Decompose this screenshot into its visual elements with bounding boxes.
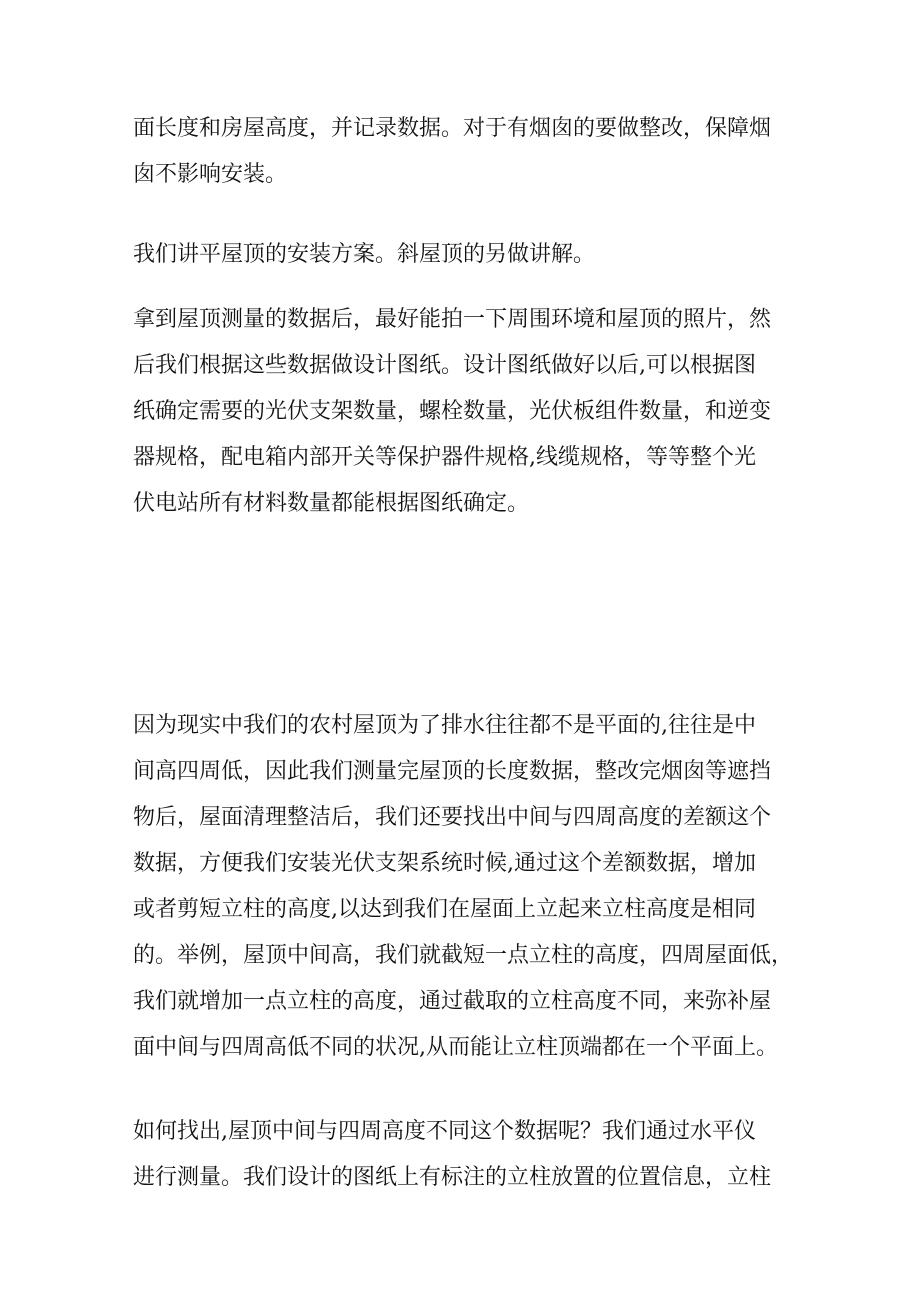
- paragraph-1: [133, 106, 813, 198]
- text-line: 数据，方便我们安装光伏支架系统时候,通过这个差额数据，增加: [133, 851, 756, 876]
- text-line: 面中间与四周高低不同的状况,从而能让立柱顶端都在一个平面上。: [133, 1035, 778, 1060]
- text-line: 间高四周低，因此我们测量完屋顶的长度数据，整改完烟囱等遮挡: [133, 759, 772, 784]
- text-line: 后我们根据这些数据做设计图纸。设计图纸做好以后,可以根据图: [133, 353, 756, 378]
- text-line: 进行测量。我们设计的图纸上有标注的立柱放置的位置信息，立柱: [133, 1165, 772, 1190]
- text-line: 面长度和房屋高度，并记录数据。对于有烟囱的要做整改，保障烟: [133, 116, 772, 141]
- text-line: 如何找出,屋顶中间与四周高度不同这个数据呢？我们通过水平仪: [133, 1119, 756, 1144]
- text-line: 因为现实中我们的农村屋顶为了排水往往都不是平面的,往往是中: [133, 713, 756, 738]
- text-line: 拿到屋顶测量的数据后，最好能拍一下周围环境和屋顶的照片，然: [133, 307, 772, 332]
- text-line: 伏电站所有材料数量都能根据图纸确定。: [133, 491, 530, 516]
- text-line: 我们讲平屋顶的安装方案。斜屋顶的另做讲解。: [133, 242, 596, 267]
- text-line: 或者剪短立柱的高度,以达到我们在屋面上立起来立柱高度是相同: [133, 897, 756, 922]
- text-line: 的。举例，屋顶中间高，我们就截短一点立柱的高度，四周屋面低，: [133, 943, 794, 968]
- text-line: 器规格，配电箱内部开关等保护器件规格,线缆规格，等等整个光: [133, 445, 756, 470]
- text-line: 我们就增加一点立柱的高度，通过截取的立柱高度不同，来弥补屋: [133, 989, 772, 1014]
- text-line: 物后，屋面清理整洁后，我们还要找出中间与四周高度的差额这个: [133, 805, 772, 830]
- text-line: 囱不影响安装。: [133, 162, 288, 187]
- paragraph-5: [133, 1109, 813, 1201]
- paragraph-2: [133, 232, 813, 278]
- paragraph-4: [133, 703, 813, 1071]
- text-line: 纸确定需要的光伏支架数量，螺栓数量，光伏板组件数量，和逆变: [133, 399, 772, 424]
- paragraph-3: [133, 297, 813, 527]
